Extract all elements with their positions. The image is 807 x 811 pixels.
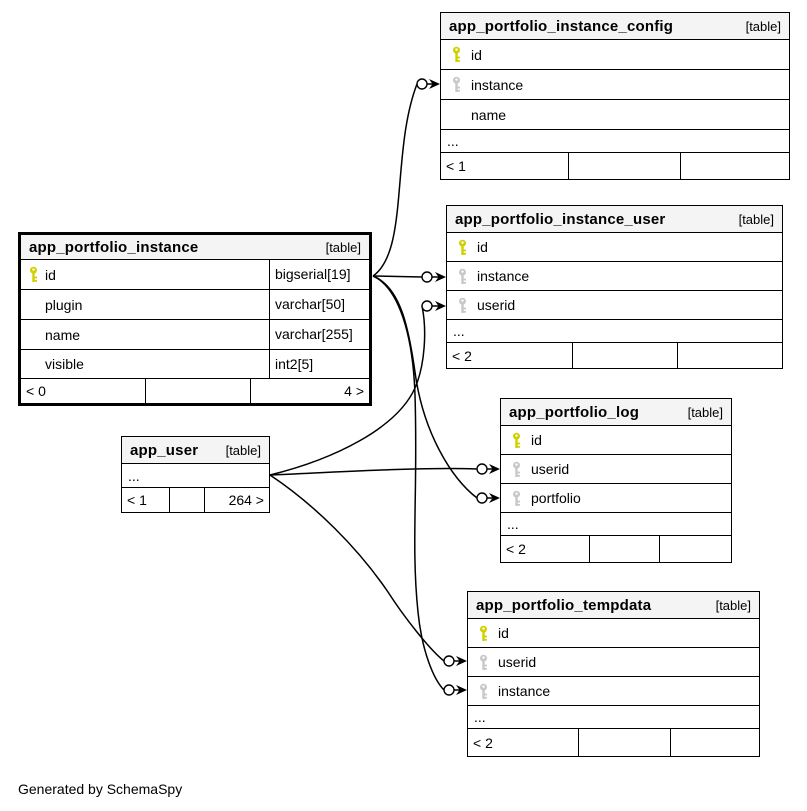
column-row (468, 619, 759, 648)
table-footer (447, 343, 782, 368)
table-tag: [table] (738, 211, 774, 227)
column-name: instance (477, 268, 530, 284)
column-row (441, 40, 789, 70)
primary-key-icon (441, 46, 471, 63)
table-tag: [table] (687, 404, 723, 420)
column-type: bigserial[19] (269, 259, 369, 289)
zero-one-marker (422, 272, 432, 282)
table-app-portfolio-tempdata (467, 591, 760, 757)
more-columns-ellipsis: ... (447, 320, 782, 343)
footer-rows-count (670, 729, 759, 756)
table-footer (122, 488, 269, 512)
column-row (21, 290, 369, 320)
footer-children-count: < 2 (473, 734, 493, 751)
generated-by-note: Generated by SchemaSpy (18, 781, 183, 797)
column-name: id (477, 239, 488, 255)
table-title[interactable]: app_user (130, 441, 199, 459)
rel-instance-to-instance-user (373, 276, 422, 277)
footer-children-count: < 0 (26, 383, 46, 399)
primary-key-icon (468, 625, 498, 642)
table-footer (21, 379, 369, 403)
rel-user-to-tempdata (270, 475, 444, 661)
column-name: userid (531, 461, 570, 477)
column-type: int2[5] (269, 349, 369, 378)
table-app-portfolio-instance-user (446, 205, 783, 369)
column-name: id (471, 46, 482, 63)
footer-rows-count (680, 153, 789, 179)
table-title[interactable]: app_portfolio_tempdata (476, 596, 652, 614)
column-name: plugin (45, 296, 83, 313)
column-name: visible (45, 356, 84, 372)
foreign-key-icon (441, 76, 471, 93)
column-type: varchar[50] (269, 289, 369, 319)
table-footer (468, 729, 759, 756)
footer-children-count: < 2 (506, 541, 526, 557)
table-header (21, 235, 369, 260)
footer-children-count: < 2 (452, 347, 472, 364)
table-header (122, 437, 269, 464)
column-name: portfolio (531, 490, 581, 506)
table-title[interactable]: app_portfolio_instance_user (455, 210, 666, 228)
footer-children-count: < 1 (446, 158, 466, 174)
footer-rows-count (659, 536, 731, 562)
more-columns-ellipsis: ... (501, 513, 731, 536)
column-name: name (45, 326, 81, 343)
table-title[interactable]: app_portfolio_log (509, 403, 640, 421)
primary-key-icon (501, 432, 531, 449)
table-app-portfolio-log (500, 398, 732, 563)
more-columns-ellipsis: ... (122, 464, 269, 488)
footer-rows-count: 264 > (204, 488, 269, 512)
column-row (447, 291, 782, 320)
foreign-key-icon (468, 654, 498, 671)
column-name: id (498, 625, 509, 641)
column-row (441, 70, 789, 100)
column-row (501, 484, 731, 513)
table-tag: [table] (715, 597, 751, 613)
rel-instance-to-config (373, 84, 417, 276)
footer-cell (572, 343, 677, 368)
table-tag: [table] (225, 442, 261, 458)
table-app-portfolio-instance (18, 232, 372, 406)
column-row (441, 100, 789, 130)
column-name: userid (498, 654, 537, 670)
table-footer (441, 153, 789, 179)
table-app-user (121, 436, 270, 513)
column-name: instance (471, 76, 524, 93)
column-row (21, 320, 369, 350)
footer-cell (145, 379, 250, 403)
foreign-key-icon (468, 683, 498, 700)
table-header (441, 13, 789, 40)
foreign-key-icon (447, 268, 477, 285)
zero-one-marker (422, 301, 432, 311)
column-name: userid (477, 297, 516, 313)
zero-one-marker (477, 464, 487, 474)
table-tag: [table] (325, 239, 361, 255)
more-columns-ellipsis: ... (441, 130, 789, 153)
column-row (468, 648, 759, 677)
table-header (468, 592, 759, 619)
rel-user-to-log (270, 469, 477, 475)
table-header (447, 206, 782, 233)
column-row (468, 677, 759, 706)
column-row (21, 350, 369, 379)
column-name: instance (498, 683, 551, 699)
zero-one-marker (444, 656, 454, 666)
rel-instance-to-tempdata (373, 276, 444, 690)
zero-one-marker (444, 685, 454, 695)
column-row (447, 233, 782, 262)
footer-rows-count: 4 > (250, 379, 369, 403)
column-name: id (45, 266, 56, 283)
column-row (501, 455, 731, 484)
table-title[interactable]: app_portfolio_instance (29, 238, 199, 256)
column-row (447, 262, 782, 291)
column-name: name (471, 106, 507, 123)
more-columns-ellipsis: ... (468, 706, 759, 729)
footer-cell (589, 536, 659, 562)
table-title[interactable]: app_portfolio_instance_config (449, 17, 674, 35)
zero-one-marker (477, 493, 487, 503)
foreign-key-icon (501, 461, 531, 478)
footer-cell (568, 153, 680, 179)
foreign-key-icon (501, 490, 531, 507)
footer-cell (169, 488, 204, 512)
column-row (501, 426, 731, 455)
table-app-portfolio-instance-config (440, 12, 790, 180)
foreign-key-icon (447, 297, 477, 314)
zero-one-marker (417, 79, 427, 89)
primary-key-icon (21, 266, 45, 283)
footer-children-count: < 1 (127, 492, 147, 508)
primary-key-icon (447, 239, 477, 256)
column-name: id (531, 432, 542, 448)
table-footer (501, 536, 731, 562)
footer-cell (578, 729, 670, 756)
column-row (21, 260, 369, 290)
table-tag: [table] (745, 18, 781, 34)
footer-rows-count (677, 343, 782, 368)
table-header (501, 399, 731, 426)
column-type: varchar[255] (269, 319, 369, 349)
